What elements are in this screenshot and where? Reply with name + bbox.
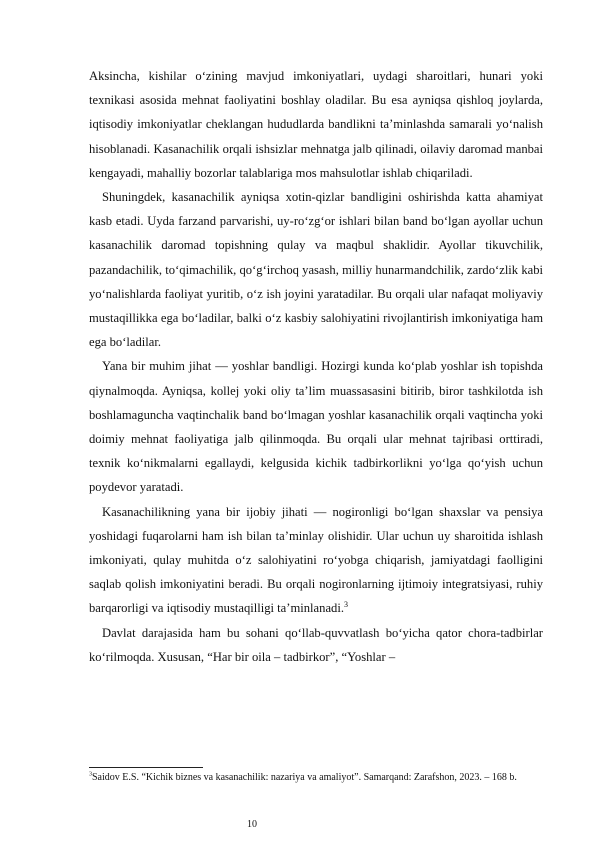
- footnote: [89, 771, 549, 785]
- paragraph-4-text: Kasanachilikning yana bir ijobiy jihati — nogironligi bo‘lgan shaxslar va pensiya yoshidagi fuqarolarni ham ish bilan ta’minlay olishidir. Ular uchun uy sharoitida ishlash imkoniyati, qulay muhitda o‘z salohiyatini ro‘yobga chiqarish, jamiyatdagi faolligini saqlab qolish imkoniyatini beradi. Bu orqali nogironlarning ijtimoiy integratsiyasi, ruhiy barqarorligi va iqtisodiy mustaqilligi ta’minlanadi.: [89, 504, 543, 616]
- footnote-text: Saidov E.S. “Kichik biznes va kasanachilik: nazariya va amaliyot”. Samarqand: Zarafshon, 2023. – 168 b.: [92, 772, 517, 783]
- footnote-reference[interactable]: 3: [343, 600, 348, 610]
- footnote-marker: 3: [89, 771, 92, 778]
- paragraph-4: [89, 500, 543, 621]
- paragraph-2: Shuningdek, kasanachilik ayniqsa xotin-qizlar bandligini oshirishda katta ahamiyat kasb etadi. Uyda farzand parvarishi, uy-ro‘zg‘or ishlari bilan band bo‘lgan ayollar uchun kasanachilik daromad topishning qulay va maqbul shaklidir. Ayollar tikuvchilik, pazandachilik, to‘qimachilik, qo‘g‘irchoq yasash, milliy hunarmandchilik, zardo‘zlik kabi yo‘nalishlarda faoliyat yuritib, o‘z ish joyini yaratadilar. Bu orqali ular nafaqat moliyaviy mustaqillikka ega bo‘ladilar, balki o‘z kasbiy salohiyatini rivojlantirish imkoniyatiga ham ega bo‘ladilar.: [89, 190, 543, 350]
- footnote-separator: [89, 767, 203, 768]
- paragraph-3: Yana bir muhim jihat — yoshlar bandligi. Hozirgi kunda ko‘plab yoshlar ish topishda qiynalmoqda. Ayniqsa, kollej yoki oliy ta’lim muassasasini bitirib, biror tashkilotda ish boshlamaguncha vaqtinchalik band bo‘lmagan yoshlar kasanachilik orqali vaqtincha yoki doimiy mehnat faoliyatiga jalb qilinmoqda. Bu orqali ular mehnat tajribasi orttiradi, texnik ko‘nikmalarni egallaydi, kelgusida kichik tadbirkorlikni yo‘lga qo‘yish uchun poydevor yaratadi.: [89, 359, 543, 495]
- page-number: 10: [247, 819, 257, 830]
- paragraph-5: Davlat darajasida ham bu sohani qo‘llab-quvvatlash bo‘yicha qator chora-tadbirlar ko‘rilmoqda. Xususan, “Har bir oila – tadbirkor”, “Yoshlar –: [89, 625, 543, 664]
- body-text: [89, 64, 543, 669]
- paragraph-1: Aksincha, kishilar o‘zining mavjud imkoniyatlari, uydagi sharoitlari, hunari yoki texnikasi asosida mehnat faoliyatini boshlay oladilar. Bu esa ayniqsa qishloq joylarda, iqtisodiy imkoniyatlar cheklangan hududlarda bandlikni ta’minlashda samarali yo‘nalish hisoblanadi. Kasanachilik orqali ishsizlar mehnatga jalb qilinadi, oilaviy daromad manbai kengayadi, mahalliy bozorlar talablariga mos mahsulotlar ishlab chiqariladi.: [89, 69, 543, 180]
